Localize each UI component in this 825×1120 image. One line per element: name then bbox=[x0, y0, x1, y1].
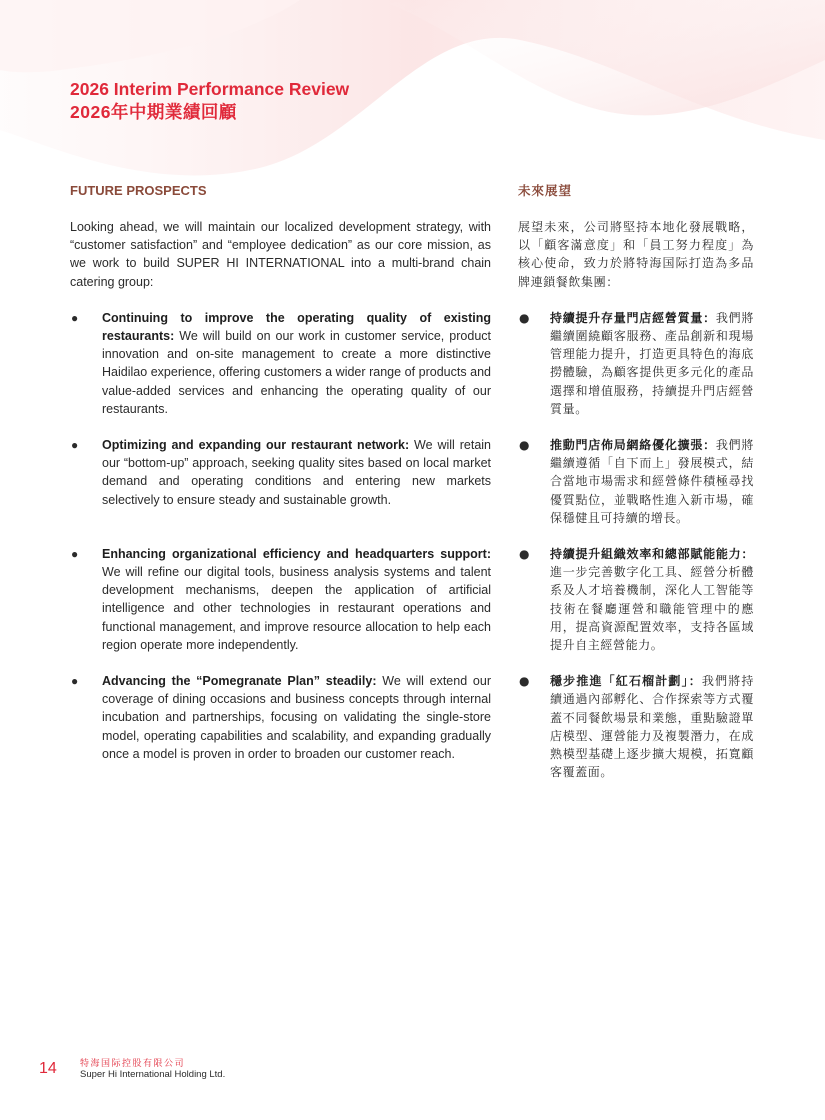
bullet-text: 我們將繼續圍繞顧客服務、產品創新和現場管理能力提升，打造更具特色的海底撈體驗，為顧客提供更多元化的產品選擇和增值服務，持續提升門店經營質量。 bbox=[550, 310, 754, 416]
intro-paragraph-en: Looking ahead, we will maintain our localized development strategy, with “customer satisfaction” and “employee dedication” as our core mission, as we work to build SUPER HI INTERNATIONAL into a multi-brand chain catering group: bbox=[70, 220, 491, 289]
english-column bbox=[70, 182, 491, 763]
page-number: 14 bbox=[39, 1060, 57, 1077]
section-heading-zh: 未來展望 bbox=[518, 183, 573, 198]
list-item bbox=[70, 309, 491, 418]
chinese-column bbox=[518, 182, 754, 781]
bullet-lead: 持續提升組織效率和總部賦能能力： bbox=[550, 547, 754, 562]
bullet-icon: ● bbox=[519, 438, 531, 453]
bullet-icon: ● bbox=[519, 310, 531, 325]
bullet-lead: Continuing to improve the operating quality of existing restaurants: bbox=[102, 310, 491, 344]
list-item bbox=[518, 436, 754, 527]
bullet-lead: Optimizing and expanding our restaurant network: bbox=[102, 438, 410, 453]
list-item bbox=[518, 545, 754, 654]
bullet-lead: Enhancing organizational efficiency and headquarters support: bbox=[102, 546, 491, 561]
bullet-text: 我們將持續通過內部孵化、合作探索等方式覆蓋不同餐飲場景和業態，重點驗證單店模型、運營能力及複製潛力，在成熟模型基礎上逐步擴大規模，拓寬顧客覆蓋面。 bbox=[550, 674, 755, 780]
list-item bbox=[70, 436, 491, 509]
bullet-text: 進一步完善數字化工具、經營分析體系及人才培養機制，深化人工智能等技術在餐廳運營和職能管理中的應用，提高資源配置效率，支持各區域提升自主經營能力。 bbox=[550, 565, 754, 653]
bullet-text: We will refine our digital tools, business analysis systems and talent development mechanisms, deepen the application of artificial intelligence and other technologies in restaurant operations and functional management, and improve resource allocation to help each region operate more independently. bbox=[102, 565, 491, 652]
bullet-text: We will build on our work in customer service, product innovation and on-site management to create a more distinctive Haidilao experience, offering customers a wider range of products and value-added services and enhancing the operating quality of our restaurants. bbox=[102, 329, 491, 416]
list-item bbox=[518, 309, 754, 418]
bullet-text: 我們將繼續遵循「自下而上」發展模式，結合當地市場需求和經營條件積極尋找優質點位，並戰略性進入新市場，確保穩健且可持續的增長。 bbox=[550, 438, 754, 525]
list-item bbox=[70, 545, 491, 654]
bullet-icon: ● bbox=[71, 310, 79, 325]
bullet-icon: ● bbox=[71, 438, 79, 453]
page-title-en: 2026 Interim Performance Review bbox=[70, 79, 350, 99]
bullet-icon: ● bbox=[71, 674, 79, 689]
list-item bbox=[70, 672, 491, 763]
intro-paragraph-zh: 展望未來，公司將堅持本地化發展戰略，以「顧客滿意度」和「員工努力程度」為核心使命，致力於將特海国际打造為多品牌連鎖餐飲集團： bbox=[518, 220, 754, 289]
company-name-zh: 特海国际控股有限公司 bbox=[80, 1059, 186, 1069]
company-name-en: Super Hi International Holding Ltd. bbox=[80, 1069, 226, 1080]
bullet-lead: 穩步推進「紅石榴計劃」： bbox=[550, 674, 702, 689]
bullet-text: We will retain our “bottom-up” approach, seeking quality sites based on local market demand and operating conditions and entering new markets selectively to ensure steady and sustainable growth. bbox=[102, 438, 491, 507]
bullet-lead: 持續提升存量門店經營質量： bbox=[550, 310, 716, 325]
page-header bbox=[70, 78, 349, 124]
bullet-lead: 推動門店佈局網絡優化擴張： bbox=[550, 438, 716, 453]
bullet-lead: Advancing the “Pomegranate Plan” steadily: bbox=[102, 674, 377, 689]
bullet-text: We will extend our coverage of dining occasions and business concepts through internal incubation and partnerships, focusing on validating the single-store model, operating capabilities and scalability, and expanding gradually once a model is proven in order to broaden our customer reach. bbox=[102, 674, 491, 761]
page-title-zh: 2026年中期業績回顧 bbox=[70, 102, 237, 122]
bullet-icon: ● bbox=[519, 547, 531, 562]
bullet-icon: ● bbox=[519, 674, 531, 689]
bullet-icon: ● bbox=[71, 546, 79, 561]
section-heading-en: FUTURE PROSPECTS bbox=[70, 183, 207, 198]
list-item bbox=[518, 672, 754, 781]
